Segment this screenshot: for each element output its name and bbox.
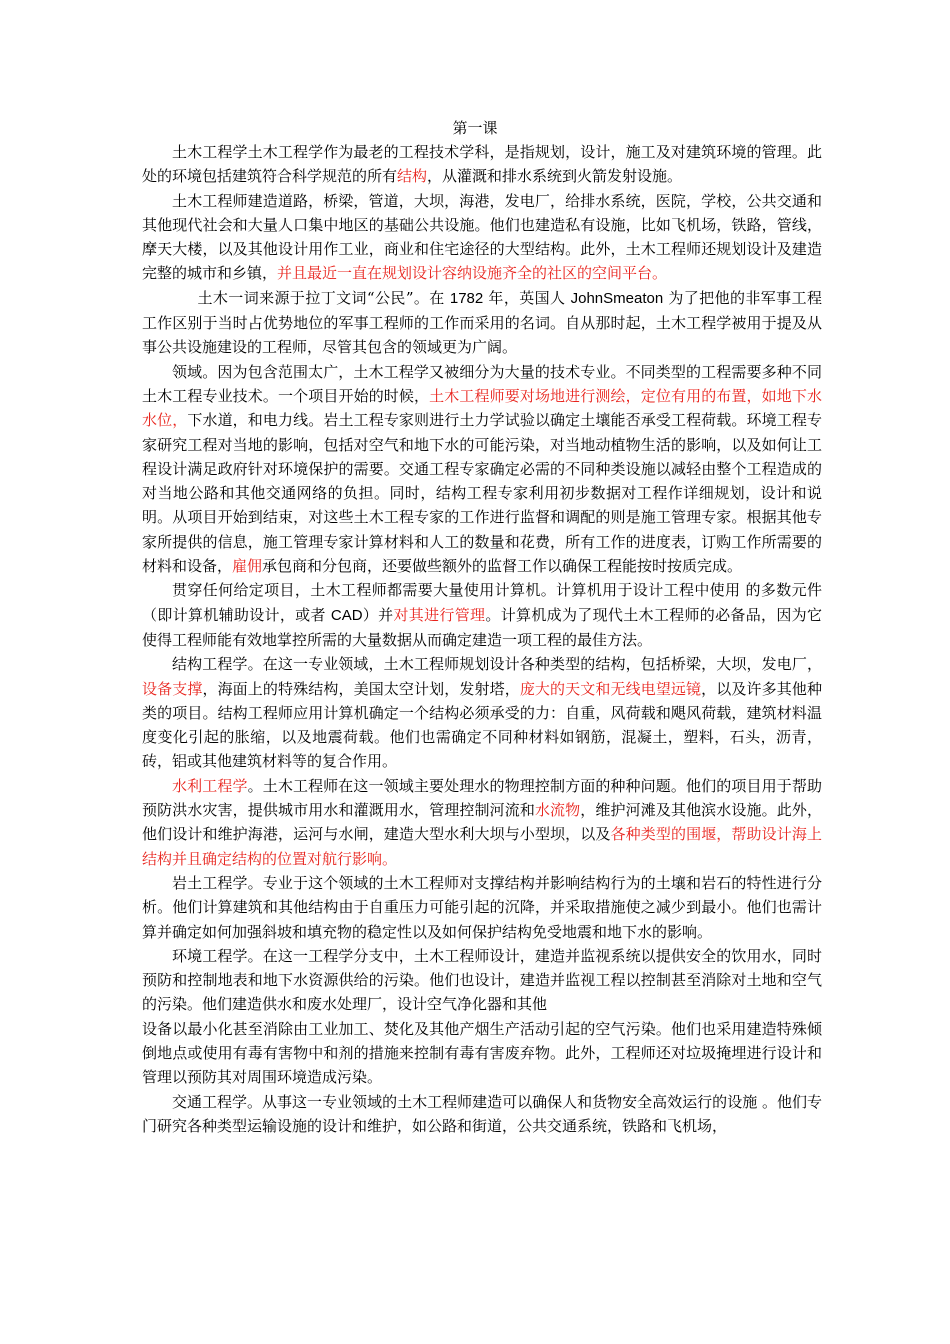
paragraph-text: 结构工程学。在这一专业领域，土木工程师规划设计各种类型的结构，包括桥梁，大坝，发电厂， xyxy=(172,655,822,674)
paragraph-text: CAD xyxy=(330,606,363,624)
paragraph-text: ，维护河滩及其他滨水设施。此外，他们设计和维护海港，运河与水闸，建造大型水利大坝与小型坝，以及 xyxy=(142,801,822,844)
paragraph-text: ，从灌溉和排水系统到火箭发射设施。 xyxy=(427,167,683,186)
paragraph-text: 环境工程学。在这一工程学分支中，土木工程师设计，建造并监视系统以提供安全的饮用水，同时预防和控制地表和地下水资源供给的污染。他们也设计，建造并监视工程以控制甚至消除对土地和空气的污染。他们建造供水和废水处理厂，设计空气净化器和其他 xyxy=(142,946,822,1014)
highlighted-text: 对其进行管理 xyxy=(393,605,486,624)
document-body xyxy=(142,140,822,1138)
paragraph-engineers xyxy=(142,189,822,286)
highlighted-text: 设备支撑 xyxy=(142,679,203,698)
paragraph-intro xyxy=(142,140,822,189)
paragraph-text: ，海面上的特殊结构，美国太空计划，发射塔， xyxy=(202,679,520,698)
paragraph-text: 领域。因为包含范围太广，土木工程学又被细分为大量的技术专业。不同类型的工程需要多种不同土木工程专业技术。一个项目开始的时候， xyxy=(142,362,822,405)
paragraph-geotechnical xyxy=(142,871,822,944)
highlighted-text: 并且最近一直在规划设计容纳设施齐全的社区的空间平台。 xyxy=(277,264,668,283)
highlighted-text: 土木工程师要对场地进行测绘，定位有用的布置，如地下水水位， xyxy=(142,386,822,430)
paragraph-text: 为了把他的非军事工程工作区别于当时占优势地位的军事工程师的工作而采用的名词。自从那时起，土木工程学被用于提及从事公共设施建设的工程师，尽管其包含的领域更为广阔。 xyxy=(142,288,822,357)
paragraph-computers xyxy=(142,578,822,652)
paragraph-text: 1782 xyxy=(449,289,484,307)
paragraph-text: 土木工程学土木工程学作为最老的工程技术学科，是指规划，设计，施工及对建筑环境的管理。此处的环境包括建筑符合科学规范的所有 xyxy=(142,143,822,186)
paragraph-text: ，以及许多其他种类的项目。结构工程师应用计算机确定一个结构必须承受的力：自重，风荷载和飓风荷载，建筑材料温度变化引起的胀缩，以及地震荷载。他们也需确定不同种材料如钢筋，混凝土，塑料，石头，沥青，砖，铝或其他建筑材料等的复合作用。 xyxy=(142,679,822,771)
paragraph-text: 土木工程师建造道路，桥梁，管道，大坝，海港，发电厂，给排水系统，医院，学校，公共交通和其他现代社会和大量人口集中地区的基础公共设施。他们也建造私有设施，比如飞机场，铁路，管线，摩天大楼，以及其他设计用作工业，商业和住宅途径的大型结构。此外，土木工程师还规划设计及建造完整的城市和乡镇， xyxy=(142,191,822,283)
paragraph-text: JohnSmeaton xyxy=(570,289,664,307)
highlighted-text: 水流物 xyxy=(534,801,581,820)
highlighted-text: 结构 xyxy=(397,167,428,186)
paragraph-text: 下水道，和电力线。岩土工程专家则进行土力学试验以确定土壤能否承受工程荷载。环境工程专家研究工程对当地的影响，包括对空气和地下水的可能污染，对当地动植物生活的影响，以及如何让工程设计满足政府针对环境保护的需要。交通工程专家确定必需的不同种类设施以减轻由整个工程造成的对当地公路和其他交通网络的负担。同时，结构工程专家利用初步数据对工程作详细规划，设计和说明。从项目开始到结束，对这些土木工程专家的工作进行监督和调配的则是施工管理专家。根据其他专家所提供的信息，施工管理专家计算材料和人工的数量和花费，所有工作的进度表，订购工作所需要的材料和设备， xyxy=(142,411,822,576)
paragraph-transportation xyxy=(142,1090,822,1139)
paragraph-text: 。土木工程师在这一领域主要处理水的物理控制方面的种种问题。他们的项目用于帮助预防洪水灾害，提供城市用水和灌溉用水，管理控制河流和 xyxy=(142,776,822,820)
paragraph-text: 年，英国人 xyxy=(483,288,571,307)
paragraph-text: 承包商和分包商，还要做些额外的监督工作以确保工程能按时按质完成。 xyxy=(262,557,743,576)
highlighted-text: 水利工程学 xyxy=(172,776,248,795)
paragraph-hydraulic xyxy=(142,774,822,871)
paragraph-text: 土木一词来源于拉丁文词“公民”。在 xyxy=(197,288,450,307)
paragraph-environmental xyxy=(142,944,822,1090)
paragraph-structural xyxy=(142,652,822,773)
paragraph-origin xyxy=(142,286,822,360)
highlighted-text: 庞大的天文和无线电望远镜 xyxy=(519,679,702,698)
paragraph-text: ）并 xyxy=(362,605,394,624)
highlighted-text: 各种类型的围堰，帮助设计海上结构并且确定结构的位置对航行影响。 xyxy=(142,825,822,868)
paragraph-text: 设备以最小化甚至消除由工业加工、焚化及其他产烟生产活动引起的空气污染。他们也采用建造特殊倾倒地点或使用有毒有害物中和剂的措施来控制有毒有害废弃物。此外，工程师还对垃圾掩埋进行设计和管理以预防其对周围环境造成污染。 xyxy=(142,1019,822,1087)
paragraph-text: 交通工程学。从事这一专业领域的土木工程师建造可以确保人和货物安全高效运行的设施 。他们专门研究各种类型运输设施的设计和维护，如公路和街道，公共交通系统，铁路和飞机场， xyxy=(142,1092,822,1135)
paragraph-text: 贯穿任何给定项目，土木工程师都需要大量使用计算机。计算机用于设计工程中使用 的多数元件（即计算机辅助设计，或者 xyxy=(142,581,822,624)
paragraph-text: 。计算机成为了现代土木工程师的必备品，因为它使得工程师能有效地掌控所需的大量数据从而确定建造一项工程的最佳方法。 xyxy=(142,605,822,649)
page-title: 第一课 xyxy=(452,119,498,137)
paragraph-fields xyxy=(142,360,822,579)
highlighted-text: 雇佣 xyxy=(232,557,263,576)
paragraph-text: 岩土工程学。专业于这个领域的土木工程师对支撑结构并影响结构行为的土壤和岩石的特性进行分析。他们计算建筑和其他结构由于自重压力可能引起的沉降，并采取措施使之减少到最小。他们也需计算并确定如何加强斜坡和填充物的稳定性以及如何保护结构免受地震和地下水的影响。 xyxy=(142,873,822,941)
